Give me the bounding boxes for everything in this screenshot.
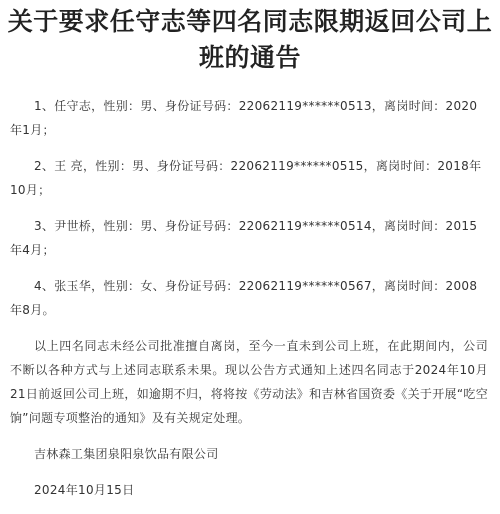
document-body xyxy=(10,94,488,514)
company-signature: 吉林森工集团泉阳泉饮品有限公司 xyxy=(34,447,219,461)
employee-item-4: 4、张玉华，性别：女、身份证号码：22062119******0567，离岗时间：2008年8月。 xyxy=(10,279,478,317)
employee-item-2: 2、王 亮，性别：男、身份证号码：22062119******0515，离岗时间：2018年10月； xyxy=(10,159,482,197)
employee-item-3: 3、尹世桥，性别：男、身份证号码：22062119******0514，离岗时间：2015年4月； xyxy=(10,219,478,257)
document-title: 关于要求任守志等四名同志限期返回公司上班的通告 xyxy=(7,7,493,72)
employee-item-1: 1、任守志，性别：男、身份证号码：22062119******0513，离岗时间：2020年1月； xyxy=(10,99,478,137)
issue-date: 2024年10月15日 xyxy=(34,483,135,497)
notice-paragraph: 以上四名同志未经公司批准擅自离岗，至今一直未到公司上班，在此期间内，公司不断以各种方式与上述同志联系未果。现以公告方式通知上述四名同志于2024年10月21日前返回公司上班，如逾期不归，将将按《劳动法》和吉林省国资委《关于开展“吃空饷”问题专项整治的通知》及有关规定处理。 xyxy=(10,339,488,425)
